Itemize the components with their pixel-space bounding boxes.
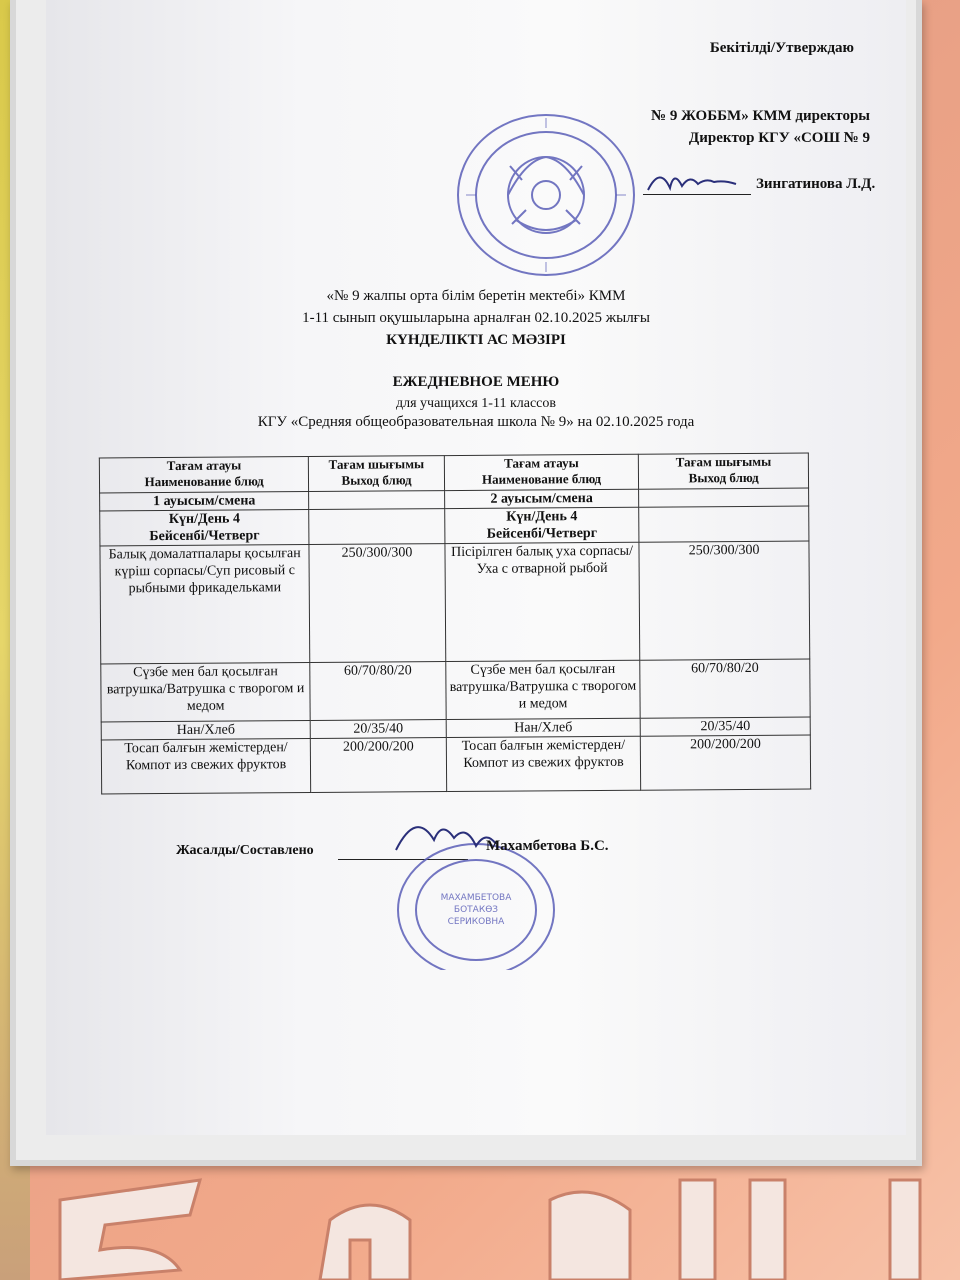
table-header-row — [99, 453, 808, 493]
composed-by-label: Жасалды/Составлено — [176, 843, 314, 858]
poster-frame — [10, 0, 922, 1166]
menu-title-kz: КҮНДЕЛІКТІ АС МӘЗІРІ — [386, 332, 566, 348]
header-dish-name-2: Тағам атауы Наименование блюд — [444, 454, 639, 490]
yield-cell: 20/35/40 — [640, 717, 810, 736]
menu-subtitle-ru: для учащихся 1-11 классов — [395, 396, 556, 411]
dish-cell: Нан/Хлеб — [101, 721, 310, 740]
wall-decor-letters — [30, 1140, 930, 1280]
yield-cell: 20/35/40 — [310, 720, 446, 739]
director-signature — [640, 160, 750, 200]
day-row — [100, 506, 809, 546]
table-row — [100, 541, 810, 664]
table-row — [101, 659, 810, 722]
dish-cell: Пісірілген балық уха сорпасы/Уха с отварной рыбой — [445, 542, 640, 661]
day-label-1: Күн/День 4 Бейсенбі/Четверг — [100, 510, 309, 546]
shift-2-label: 2 ауысым/смена — [444, 489, 639, 508]
menu-title-ru: ЕЖЕДНЕВНОЕ МЕНЮ — [392, 374, 560, 390]
yield-cell: 60/70/80/20 — [310, 662, 446, 721]
seal-text-line: БОТАКӨЗ — [453, 905, 499, 915]
dish-cell: Тосап балғын жемістерден/Компот из свежих фруктов — [446, 736, 641, 791]
day-label-2: Күн/День 4 Бейсенбі/Четверг — [444, 507, 639, 543]
header-dish-name-1: Тағам атауы Наименование блюд — [99, 457, 308, 493]
shift-1-label: 1 ауысым/смена — [100, 492, 309, 511]
yield-cell: 250/300/300 — [309, 544, 445, 663]
school-name-ru: КГУ «Средняя общеобразовательная школа № 9» на 02.10.2025 года — [257, 414, 695, 430]
approval-heading: Бекітілді/Утверждаю — [709, 40, 854, 56]
seal-text-line: СЕРИКОВНА — [447, 917, 505, 927]
dish-cell: Нан/Хлеб — [446, 718, 641, 737]
dish-cell: Сүзбе мен бал қосылған ватрушка/Ватрушка с творогом и медом — [446, 660, 641, 719]
dish-cell: Тосап балғын жемістерден/Компот из свежих фруктов — [101, 739, 311, 794]
header-yield-1: Тағам шығымы Выход блюд — [309, 456, 445, 492]
seal-text-line: МАХАМБЕТОВА — [440, 893, 512, 903]
composer-seal-stamp — [376, 810, 556, 970]
menu-subtitle-kz: 1-11 сынып оқушыларына арналған 02.10.2025 жылғы — [302, 310, 650, 326]
menu-document — [46, 0, 906, 1135]
dish-cell: Сүзбе мен бал қосылған ватрушка/Ватрушка с творогом и медом — [101, 663, 311, 722]
director-name: Зингатинова Л.Д. — [756, 176, 876, 192]
dish-cell: Балық домалатпалары қосылған күріш сорпасы/Суп рисовый с рыбными фрикадельками — [100, 545, 310, 664]
header-yield-2: Тағам шығымы Выход блюд — [639, 453, 809, 489]
yield-cell: 200/200/200 — [311, 738, 447, 793]
director-title-kz: № 9 ЖОББМ» КММ директоры — [651, 108, 870, 124]
yield-cell: 250/300/300 — [639, 541, 810, 660]
director-title-ru: Директор КГУ «СОШ № 9 — [688, 130, 870, 146]
school-seal-stamp — [446, 100, 656, 280]
school-name-kz: «№ 9 жалпы орта білім беретін мектебі» КММ — [326, 288, 626, 304]
director-title — [651, 105, 870, 149]
composer-name: Махамбетова Б.С. — [486, 838, 609, 854]
menu-table — [99, 453, 811, 795]
yield-cell: 60/70/80/20 — [640, 659, 810, 718]
yield-cell: 200/200/200 — [641, 735, 811, 790]
table-row — [101, 735, 810, 794]
